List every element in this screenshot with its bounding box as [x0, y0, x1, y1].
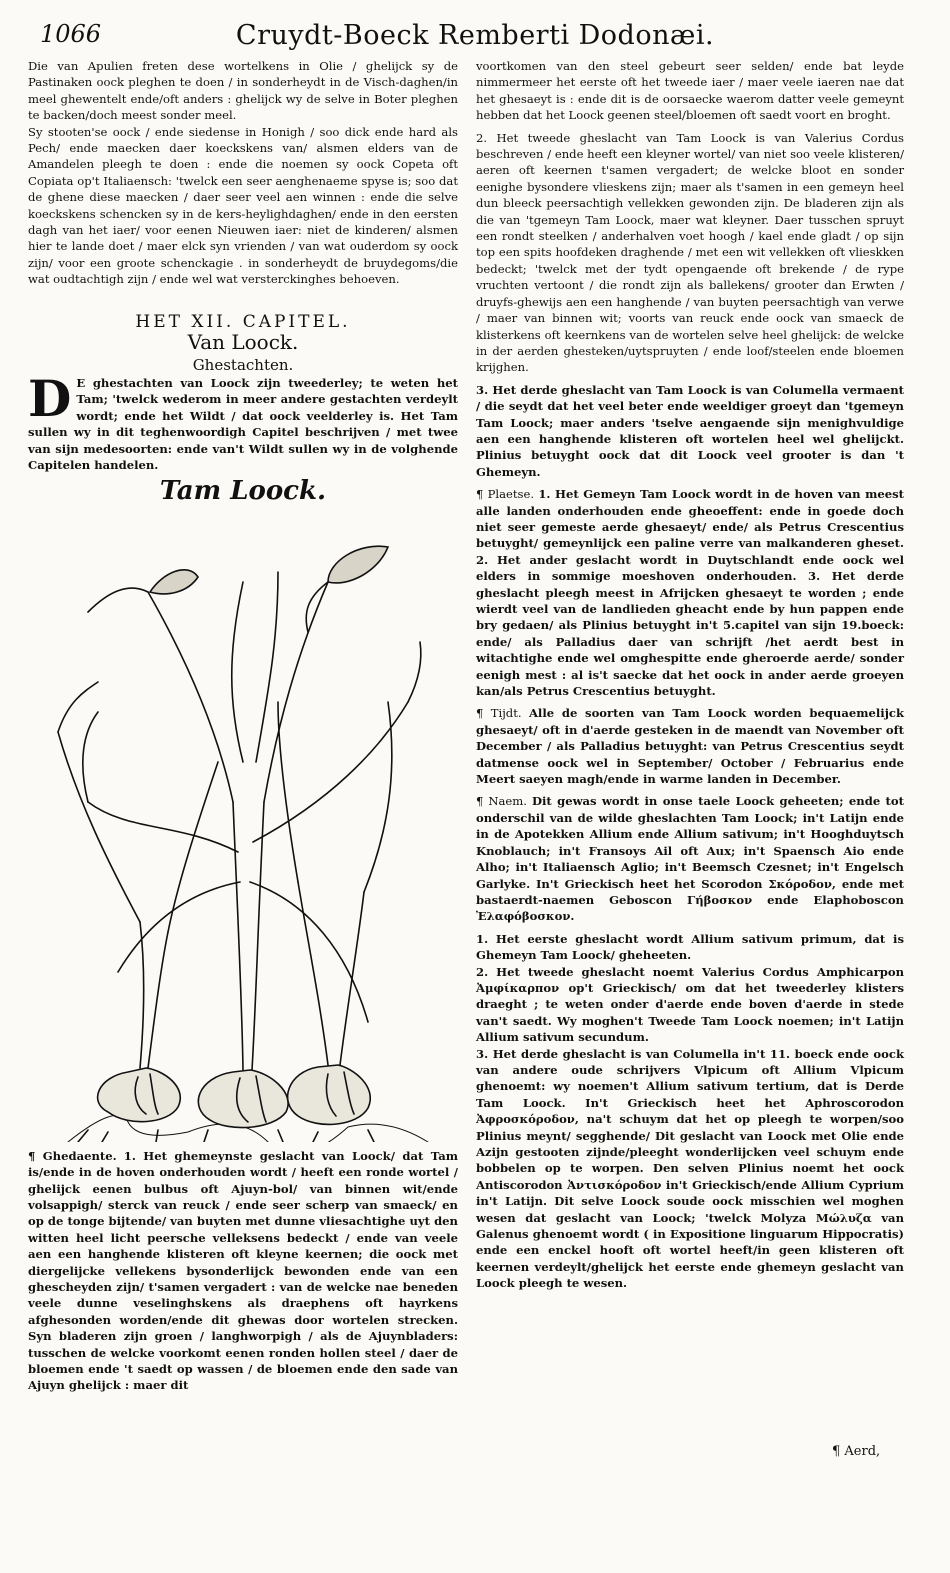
text-paragraph: [476, 130, 904, 376]
chapter-subhead: Ghestachten.: [192, 355, 294, 374]
intro-paragraph: Sy stooten'se oock / ende siedense in Honigh / soo dick ende hard als Pech/ ende maecken daer koeckskens van/ alsmen elders van de Amandelen pleegh te doen : ende die noemen sy oock Copeta oft Copiata op't Italiaensch: 'twelck een seer aenghenaeme spyse is; soo dat de ghene diese maecken / daer seer veel aen winnen : ende die selve koeckskens schencken sy in de kers-heylighdaghen/ ende in den eersten dagh van het iaer/ voor eenen Nieuwen iaer: niet de kinderen/ alsmen hier te lande doet / maer elck syn vrienden / van wat ouderdom sy oock zijn/ voor een groote schenckagie . in sonderheydt de bruydegoms/die wat oudtachtigh zijn / ende wel wat versterckinghes behoeven.: [28, 124, 458, 287]
text-paragraph: [476, 964, 904, 1046]
paragraph-text: 2. Het tweede gheslacht noemt Valerius Cordus Amphicarpon Ἀμφίκαρπον op't Grieckisch/ om dat het tweederley klisters draeght ; te weten onder d'aerde ende boven d'aerde in stede van't saedt. Wy moghen't Tweede Tam Loock noemen; in't Latijn Allium sativum secundum.: [476, 964, 904, 1045]
name-paragraph: [476, 793, 904, 924]
text-paragraph: [476, 1046, 904, 1292]
chapter-subject: Van Loock.: [187, 330, 299, 355]
time-paragraph: [476, 705, 904, 787]
paragraph-text: Alle de soorten van Tam Loock worden bequaemelijck ghesaeyt/ oft in d'aerde gesteken in de maendt van November oft December / als Palladius betuyght: van Petrus Crescentius seydt datmense oock wel in September/ October / Februarius ende Meert saeyen magh/ende in warme landen in December.: [476, 706, 904, 787]
section-label: ¶ Ghedaente.: [28, 1148, 117, 1163]
right-column: [476, 58, 904, 1292]
intro-paragraph: Die van Apulien freten dese wortelkens in Olie / ghelijck sy de Pastinaken oock pleghen te doen / in sonderheydt in de Visch-daghen/in meel ghewentelt ende/oft anders : ghelijck wy de selve in Boter pleghen te backen/doch meest sonder meel.: [28, 59, 458, 123]
paragraph-text: 2. Het tweede gheslacht van Tam Loock is van Valerius Cordus beschreven / ende heeft een kleyner wortel/ van niet soo veele klisteren/ aeren oft keernen t'samen vergadert; de welcke bloot en sonder eenighe bysondere vlieskens zijn; maer als t'samen in een gemeyn heel dun bleeck peersachtigh vellekken gewonden zijn. De bladeren zijn als die van 'tgemeyn Tam Loock, maer wat kleyner. Daer tusschen spruyt een rondt steelken / anderhalven voet hoogh / kael ende gladt / op sijn top een spits hoofdeken draghende / met een wit vellekken oft vlieskken bedeckt; 'twelck met der tydt opengaende oft brekende / de rype vruchten vertoont / die rondt zijn als ballekens/ grooter dan Erwten / druyfs-ghewijs aen een hanghende / van buyten peersachtigh van verwe / maer van binnen wit; voorts van reuck ende oock van smaeck de klisterkens oft keernkens van de wortelen selve heel ghelijck: de welcke in der aerden ghesteken/uytspruyten / ende loof/steelen ende bloemen krijghen.: [476, 130, 904, 375]
text-paragraph: [476, 931, 904, 964]
description-paragraph: [28, 1148, 458, 1394]
garlic-illustration: [28, 502, 458, 1142]
drop-cap: D: [28, 368, 72, 428]
running-header: [30, 18, 920, 52]
section-label: ¶ Tijdt.: [476, 706, 522, 721]
chapter-title: HET XII. CAPITEL.: [135, 311, 351, 332]
section-label: ¶ Naem.: [476, 794, 527, 809]
garlic-plant-drawing: [28, 502, 458, 1142]
text-paragraph: [476, 382, 904, 480]
catchword: ¶ Aerd,: [832, 1444, 881, 1459]
page-number: 1066: [40, 20, 102, 48]
running-title: Cruydt-Boeck Remberti Dodonæi.: [235, 20, 715, 51]
paragraph-text: 1. Het eerste gheslacht wordt Allium sativum primum, dat is Ghemeyn Tam Loock/ gheheeten.: [476, 931, 904, 963]
text-paragraph: [476, 58, 904, 124]
paragraph-text: voortkomen van den steel gebeurt seer selden/ ende bat leyde nimmermeer het eerste oft het tweede iaer / maer veele iaeren nae dat het ghesaeyt is : ende dit is de oorsaecke waerom datter veele gemeynt hebben dat het Loock geenen steel/bloemen oft saedt voort en broght.: [476, 59, 904, 123]
figure-caption: Tam Loock.: [159, 476, 327, 507]
paragraph-text: 3. Het derde gheslacht van Tam Loock is van Columella vermaent / die seydt dat het veel beter ende weeldiger groeyt dan 'tgemeyn Tam Loock; maer anders 'tselve aengaende sijn menighvuldige aen een hanghende klisteren oft wortelen heel wel ghelijckt. Plinius betuyght oock dat dit Loock veel grooter is dan 't Ghemeyn.: [476, 382, 904, 479]
left-column: [28, 58, 458, 1394]
paragraph-text: 3. Het derde gheslacht is van Columella in't 11. boeck ende oock van andere oude schrijvers Vlpicum oft Allium Vlpicum ghenoemt: wy noemen't Allium sativum tertium, dat is Derde Tam Loock. In't Grieckisch heet het Aphroscorodon Ἀφροσκόροδον, na't schuym dat het op pleegh te worpen/soo Plinius meynt/ segghende/ Dit geslacht van Loock met Olie ende Azijn gestooten zijnde/pleeght wonderlijcken veel schuym ende bobbelen op te worpen. Den selven Plinius noemt het oock Antiscorodon Ἀντισκόροδον in't Grieckisch/ende Allium Cyprium in't Latijn. Dit selve Loock soude oock misschien wel moghen wesen dat geslacht van Loock; 'twelck Molyza Μώλυζα van Galenus ghenoemt wordt ( in Expositione linguarum Hippocratis) ende een enckel hooft oft wortel heeft/in geen klisteren oft keernen verdeylt/ghelijck het eerste ende ghemeyn geslacht van Loock pleegh te wesen.: [476, 1046, 904, 1291]
place-paragraph: [476, 486, 904, 699]
section-label: ¶ Plaetse.: [476, 487, 535, 502]
paragraph-text: Dit gewas wordt in onse taele Loock geheeten; ende tot onderschil van de wilde gheslachten Tam Loock; in't Latijn ende in de Apotekken Allium ende Allium sativum; in't Hooghduytsch Knoblauch; in't Fransoys Ail oft Aux; in't Spaensch Aio ende Alho; in't Italiaensch Aglio; in't Beemsch Czesnet; in't Engelsch Garlyke. In't Grieckisch heet het Scorodon Σκόροδον, ende met bastaerdt-naemen Geboscon Γήβοσκον ende Elaphoboscon Ἐλαφόβοσκον.: [476, 794, 904, 924]
chapter-intro: [28, 368, 458, 473]
chapter-intro-text: E ghestachten van Loock zijn tweederley; te weten het Tam; 'twelck wederom in meer andere gestachten verdeylt wordt; ende het Wildt / dat oock veelderley is. Het Tam sullen wy in dit teghenwoordigh Capitel beschrijven / met twee van sijn medesoorten: ende van't Wildt sullen wy in de volghende Capitelen handelen.: [28, 375, 458, 472]
description-text: 1. Het ghemeynste geslacht van Loock/ dat Tam is/ende in de hoven onderhouden wordt / heeft een ronde wortel / ghelijck eenen bulbus oft Ajuyn-bol/ van binnen wit/ende volsappigh/ sterck van reuck / ende seer scherp van smaeck/ en op de tonge bijtende/ van buyten met dunne vliesachtighe uyt den witten heel licht peersche velleksens bedeckt / ende van veele aen een hanghende klisteren oft kleyne keernen; die oock met diergelijcke vellekens bysonderlijck bewonden ende van een ghescheyden zijn/ t'samen vergadert : van de welcke nae beneden veele dunne veselinghskens als draephens oft hayrkens afghesonden worden/ende dit ghewas door wortelen strecken. Syn bladeren zijn groen / langhworpigh / als de Ajuynbladers: tusschen de welcke voorkomt eenen ronden hollen steel / daer de bloemen ende 't saedt op wassen / de bloemen ende den sade van Ajuyn ghelijck : maer dit: [28, 1148, 459, 1393]
paragraph-text: 1. Het Gemeyn Tam Loock wordt in de hoven van meest alle landen onderhouden ende gheoeffent: ende in goede doch niet seer gemeste aerde ghesaeyt/ ende/ als Petrus Crescentius betuyght/ gemeynlijck een paline verre van malkanderen gheset. 2. Het ander geslacht wordt in Duytschlandt ende oock wel elders in sommige moeshoven onderhouden. 3. Het derde gheslacht pleegh meest in Afrijcken ghesaeyt te worden ; ende wierdt veel van de landlieden gheacht ende by hun pappen ende bry gedaen/ als Plinius betuyght in't 5.capitel van sijn 19.boeck: ende/ als Palladius daer van schrijft /het aerdt best in witachtighe ende wel omghespitte ende gheroerde aerde/ sonder eenigh mest : al is't saecke dat het oock in ander aerde groeyen kan/als Petrus Crescentius betuyght.: [476, 487, 905, 699]
